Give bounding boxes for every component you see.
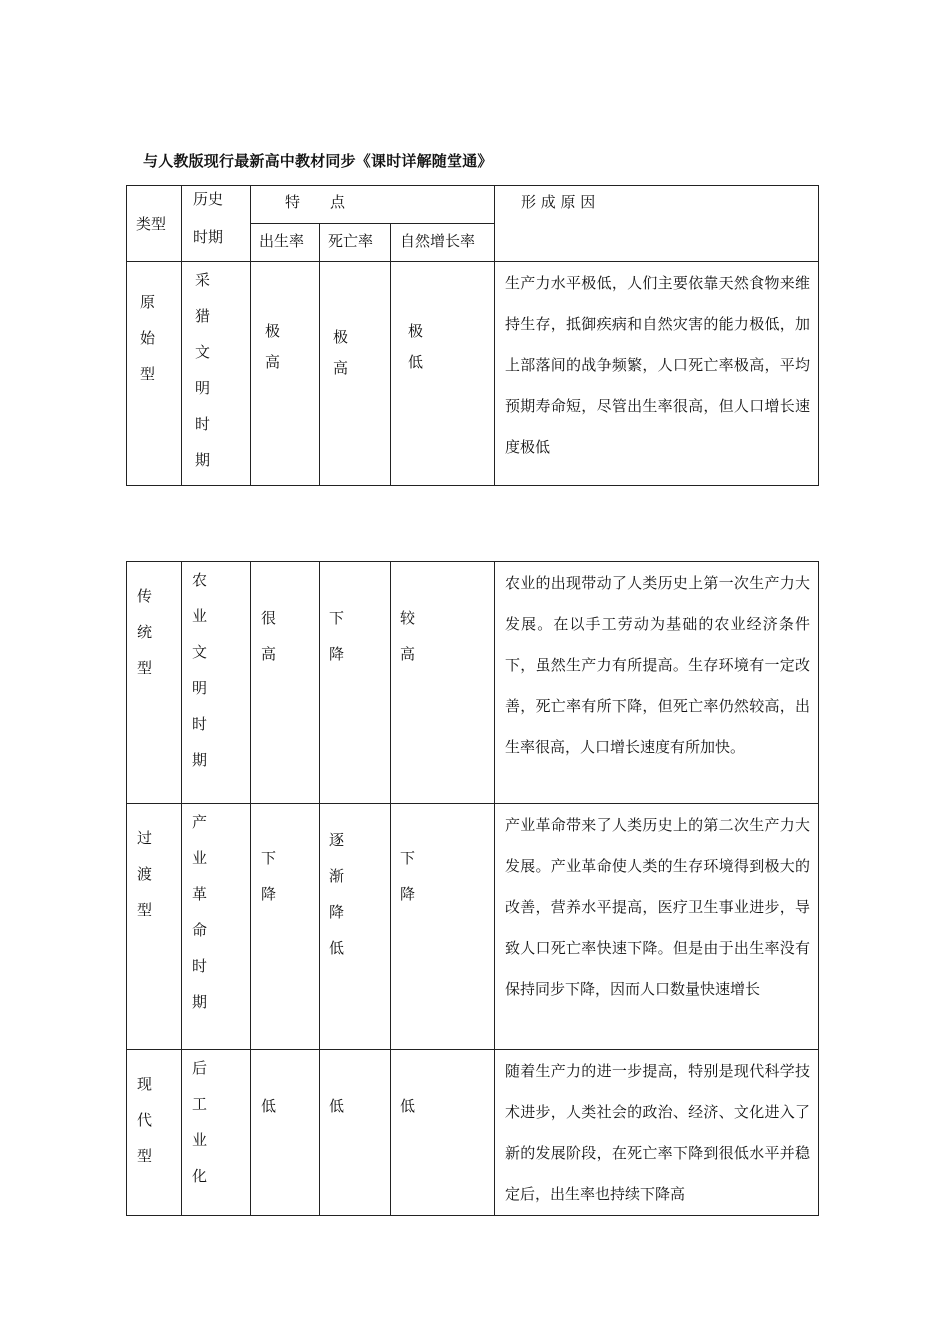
birth-cell: 极 高 [251, 262, 320, 486]
period-char: 时 [192, 715, 208, 733]
birth-char: 很 [261, 609, 277, 627]
birth-cell [251, 804, 320, 1050]
type-char: 传 [137, 587, 153, 605]
birth-cell [251, 562, 320, 804]
table-row-transitional [127, 804, 819, 1050]
period-cell [182, 804, 251, 1050]
header-type: 类型 [127, 186, 182, 262]
period-char: 农 [192, 571, 208, 589]
period-cell [182, 262, 251, 486]
type-char: 原 [140, 293, 156, 311]
period-char: 期 [195, 451, 211, 469]
type-char: 统 [137, 623, 153, 641]
type-char: 代 [137, 1111, 153, 1129]
table-row-modern [127, 1050, 819, 1216]
period-char: 时 [192, 957, 208, 975]
header-death: 死亡率 [320, 224, 391, 262]
period-cell [182, 1050, 251, 1216]
period-char: 革 [192, 885, 208, 903]
type-char: 型 [137, 901, 153, 919]
death-char: 极 [333, 328, 349, 346]
type-char: 渡 [137, 865, 153, 883]
birth-char: 下 [261, 849, 277, 867]
type-cell [127, 1050, 182, 1216]
type-cell [127, 262, 182, 486]
header-birth: 出生率 [251, 224, 320, 262]
growth-cell: 极 低 [391, 262, 495, 486]
period-char: 文 [195, 343, 211, 361]
header-period-line2: 时期 [193, 228, 224, 246]
birth-char: 低 [261, 1097, 277, 1115]
death-char: 降 [329, 645, 345, 663]
header-period-line1: 历史 [193, 190, 224, 208]
period-char: 命 [192, 921, 208, 939]
period-cell [182, 562, 251, 804]
header-growth: 自然增长率 [391, 224, 495, 262]
period-char: 化 [192, 1167, 208, 1185]
period-char: 文 [192, 643, 208, 661]
growth-char: 高 [400, 645, 416, 663]
growth-char: 较 [400, 609, 416, 627]
table-row-traditional [127, 562, 819, 804]
header-cause: 形 成 原 因 [495, 186, 819, 262]
death-cell [320, 1050, 391, 1216]
period-char: 期 [192, 751, 208, 769]
death-char: 逐 [329, 831, 345, 849]
birth-cell [251, 1050, 320, 1216]
population-type-table-header [126, 185, 819, 486]
death-char: 渐 [329, 867, 345, 885]
cause-cell: 生产力水平极低，人们主要依靠天然食物来维持生存，抵御疾病和自然灾害的能力极低，加上部落间的战争频繁，人口死亡率极高，平均预期寿命短，尽管出生率很高，但人口增长速度极低 [495, 262, 819, 486]
period-char: 产 [192, 813, 208, 831]
growth-char: 降 [400, 885, 416, 903]
cause-cell: 农业的出现带动了人类历史上第一次生产力大发展。在以手工劳动为基础的农业经济条件下，虽然生产力有所提高。生存环境有一定改善，死亡率有所下降，但死亡率仍然较高，出生率很高，人口增长速度有所加快。 [495, 562, 819, 804]
type-char: 型 [137, 1147, 153, 1165]
birth-char: 极 [265, 322, 281, 340]
header-features: 特 点 [251, 186, 495, 224]
death-cell: 极 高 [320, 262, 391, 486]
table-row-primitive [127, 262, 819, 486]
period-char: 业 [192, 849, 208, 867]
header-period [182, 186, 251, 262]
death-char: 低 [329, 939, 345, 957]
type-cell [127, 804, 182, 1050]
type-cell [127, 562, 182, 804]
document-title: 与人教版现行最新高中教材同步《课时详解随堂通》 [143, 152, 493, 170]
death-cell [320, 804, 391, 1050]
type-char: 型 [137, 659, 153, 677]
growth-cell [391, 1050, 495, 1216]
period-char: 后 [192, 1059, 208, 1077]
death-char: 低 [329, 1097, 345, 1115]
period-char: 业 [192, 1131, 208, 1149]
death-cell [320, 562, 391, 804]
population-type-table-continued [126, 561, 819, 1216]
type-char: 型 [140, 365, 156, 383]
birth-char: 降 [261, 885, 277, 903]
period-char: 业 [192, 607, 208, 625]
growth-char: 极 [408, 322, 424, 340]
cause-cell: 产业革命带来了人类历史上的第二次生产力大发展。产业革命使人类的生存环境得到极大的改善，营养水平提高，医疗卫生事业进步，导致人口死亡率快速下降。但是由于出生率没有保持同步下降，因而人口数量快速增长 [495, 804, 819, 1050]
birth-char: 高 [261, 645, 277, 663]
type-char: 过 [137, 829, 153, 847]
period-char: 工 [192, 1095, 208, 1113]
growth-cell [391, 804, 495, 1050]
death-char: 下 [329, 609, 345, 627]
type-char: 现 [137, 1075, 153, 1093]
period-char: 期 [192, 993, 208, 1011]
period-char: 时 [195, 415, 211, 433]
period-char: 明 [195, 379, 211, 397]
growth-char: 下 [400, 849, 416, 867]
period-char: 明 [192, 679, 208, 697]
period-char: 猎 [195, 307, 211, 325]
growth-char: 低 [400, 1097, 416, 1115]
death-char: 降 [329, 903, 345, 921]
cause-cell: 随着生产力的进一步提高，特别是现代科学技术进步，人类社会的政治、经济、文化进入了新的发展阶段，在死亡率下降到很低水平并稳定后，出生率也持续下降高 [495, 1050, 819, 1216]
growth-cell [391, 562, 495, 804]
period-char: 采 [195, 271, 211, 289]
type-char: 始 [140, 329, 156, 347]
